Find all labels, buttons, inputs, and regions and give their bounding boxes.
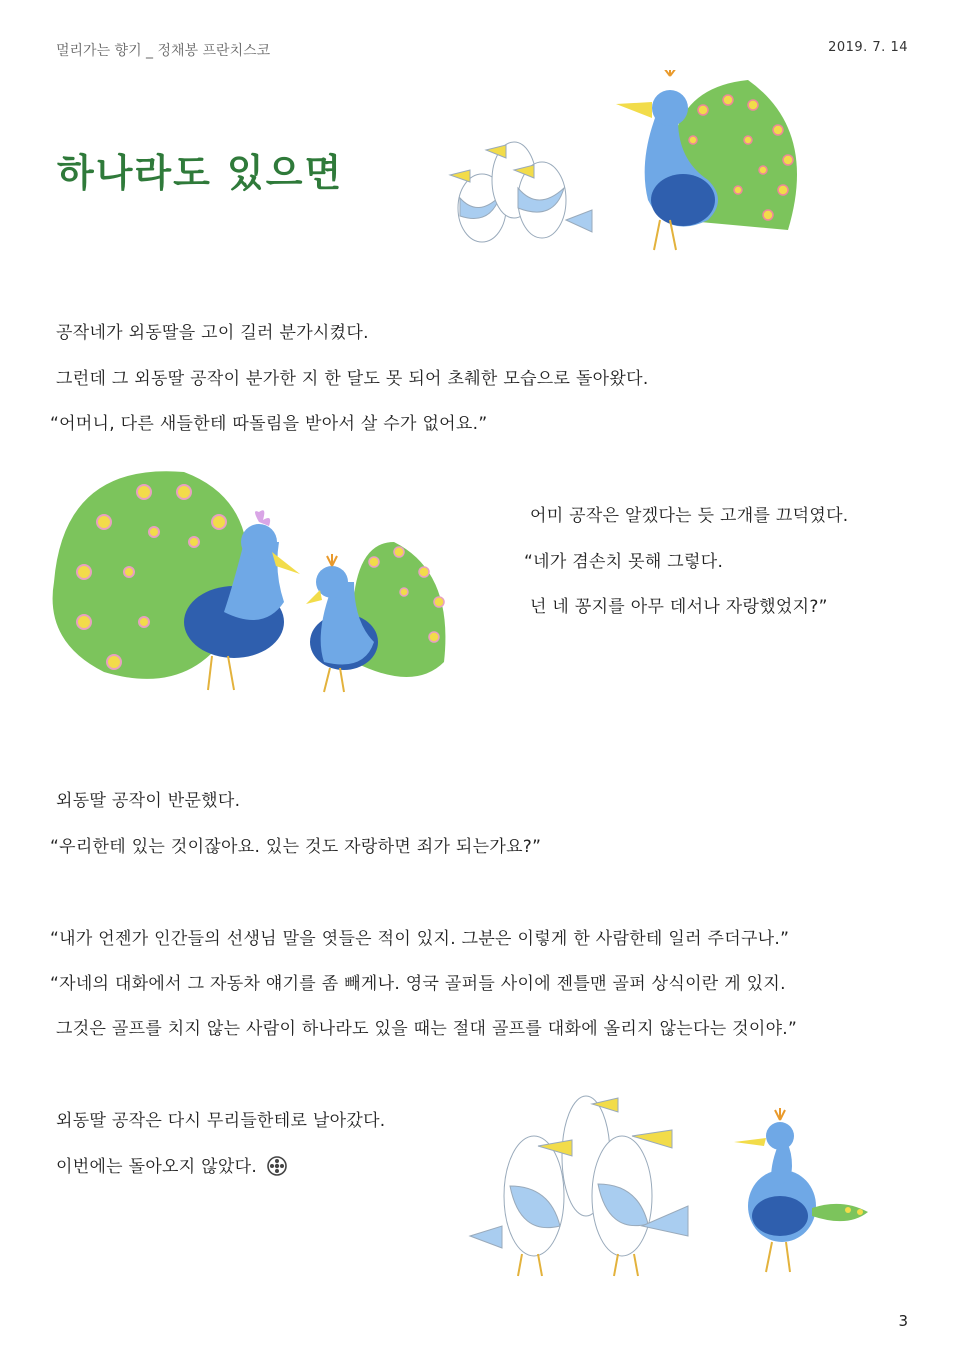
illustration-two-peacocks — [44, 462, 454, 702]
illustration-flock-and-peacock — [462, 1076, 874, 1286]
paragraph-4: 어미 공작은 알겠다는 듯 고개를 끄덕였다. — [530, 506, 849, 526]
paragraph-10: “자네의 대화에서 그 자동차 얘기를 좀 빼게나. 영국 골퍼들 사이에 젠틀맨 골퍼 상식이란 게 있지. — [50, 974, 786, 994]
paragraph-5: “네가 겸손치 못해 그렇다. — [524, 552, 724, 572]
page-title: 하나라도 있으면 — [57, 150, 344, 195]
paragraph-7: 외동딸 공작이 반문했다. — [56, 791, 241, 811]
paragraph-12: 외동딸 공작은 다시 무리들한테로 날아갔다. — [56, 1111, 386, 1131]
paragraph-8: “우리한테 있는 것이잖아요. 있는 것도 자랑하면 죄가 되는가요?” — [50, 837, 542, 857]
white-bird-icon — [450, 142, 592, 242]
peacock-icon — [734, 1108, 868, 1272]
paragraph-2: 그런데 그 외동딸 공작이 분가한 지 한 달도 못 되어 초췌한 모습으로 돌아왔다. — [56, 369, 649, 389]
header-source: 멀리가는 향기 _ 정채봉 프란치스코 — [56, 43, 271, 59]
page-number: 3 — [898, 1312, 908, 1330]
white-bird-icon — [470, 1096, 688, 1276]
paragraph-13: 이번에는 돌아오지 않았다. — [56, 1157, 258, 1177]
paragraph-3: “어머니, 다른 새들한테 따돌림을 받아서 살 수가 없어요.” — [50, 414, 488, 434]
illustration-birds-and-peacock — [448, 70, 808, 260]
paragraph-9: “내가 언젠가 인간들의 선생님 말을 엿들은 적이 있지. 그분은 이렇게 한 사람한테 일러 주더구나.” — [50, 929, 790, 949]
header-date: 2019. 7. 14 — [828, 40, 908, 55]
flower-icon — [267, 1156, 287, 1176]
paragraph-1: 공작네가 외동딸을 고이 길러 분가시켰다. — [56, 323, 369, 343]
paragraph-6: 넌 네 꽁지를 아무 데서나 자랑했었지?” — [530, 597, 828, 617]
paragraph-13-line — [56, 1152, 287, 1177]
paragraph-11: 그것은 골프를 치지 않는 사람이 하나라도 있을 때는 절대 골프를 대화에 올리지 않는다는 것이야.” — [56, 1019, 798, 1039]
